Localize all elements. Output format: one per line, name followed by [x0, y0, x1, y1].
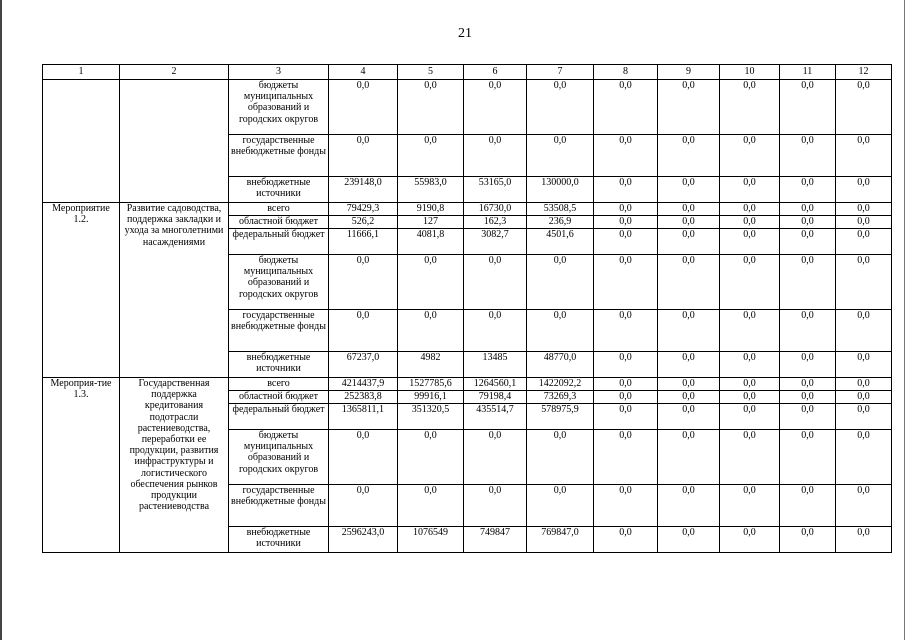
value-cell: 0,0 — [329, 485, 398, 527]
value-cell: 0,0 — [658, 404, 720, 430]
value-cell: 0,0 — [527, 80, 594, 135]
value-cell: 0,0 — [658, 310, 720, 352]
value-cell: 0,0 — [594, 527, 658, 553]
value-cell: 0,0 — [658, 177, 720, 203]
value-cell: 435514,7 — [464, 404, 527, 430]
value-cell: 4501,6 — [527, 229, 594, 255]
value-cell: 0,0 — [780, 485, 836, 527]
funding-source-cell: областной бюджет — [229, 391, 329, 404]
column-number: 11 — [780, 65, 836, 80]
value-cell: 0,0 — [780, 80, 836, 135]
value-cell: 0,0 — [720, 216, 780, 229]
value-cell: 0,0 — [720, 352, 780, 378]
value-cell: 0,0 — [464, 485, 527, 527]
funding-source-cell: всего — [229, 378, 329, 391]
column-number: 6 — [464, 65, 527, 80]
value-cell: 0,0 — [329, 430, 398, 485]
value-cell: 0,0 — [594, 255, 658, 310]
value-cell: 526,2 — [329, 216, 398, 229]
value-cell: 0,0 — [398, 255, 464, 310]
funding-source-cell: бюджеты муниципальных образований и городских округов — [229, 80, 329, 135]
value-cell: 0,0 — [720, 378, 780, 391]
value-cell: 0,0 — [780, 378, 836, 391]
value-cell: 0,0 — [836, 378, 892, 391]
value-cell: 0,0 — [527, 485, 594, 527]
funding-source-cell: государственные внебюджетные фонды — [229, 310, 329, 352]
value-cell: 0,0 — [720, 310, 780, 352]
value-cell: 73269,3 — [527, 391, 594, 404]
value-cell: 0,0 — [594, 378, 658, 391]
value-cell: 4214437,9 — [329, 378, 398, 391]
funding-source-cell: бюджеты муниципальных образований и городских округов — [229, 255, 329, 310]
value-cell: 0,0 — [594, 203, 658, 216]
value-cell: 130000,0 — [527, 177, 594, 203]
value-cell: 0,0 — [658, 378, 720, 391]
value-cell: 0,0 — [594, 352, 658, 378]
value-cell: 0,0 — [527, 255, 594, 310]
value-cell: 0,0 — [780, 135, 836, 177]
table-row — [43, 203, 892, 216]
value-cell: 0,0 — [720, 80, 780, 135]
value-cell: 0,0 — [780, 177, 836, 203]
column-number: 5 — [398, 65, 464, 80]
value-cell: 0,0 — [836, 485, 892, 527]
value-cell: 0,0 — [836, 135, 892, 177]
value-cell: 0,0 — [720, 430, 780, 485]
value-cell: 0,0 — [658, 352, 720, 378]
value-cell: 0,0 — [398, 135, 464, 177]
value-cell: 53165,0 — [464, 177, 527, 203]
value-cell: 0,0 — [720, 527, 780, 553]
value-cell: 0,0 — [594, 80, 658, 135]
value-cell: 0,0 — [720, 404, 780, 430]
value-cell: 578975,9 — [527, 404, 594, 430]
event-number-cell: Мероприя-тие 1.3. — [43, 378, 120, 553]
scan-edge-left — [0, 0, 2, 640]
column-number: 7 — [527, 65, 594, 80]
value-cell: 252383,8 — [329, 391, 398, 404]
value-cell: 1365811,1 — [329, 404, 398, 430]
value-cell: 0,0 — [658, 80, 720, 135]
value-cell: 127 — [398, 216, 464, 229]
value-cell: 769847,0 — [527, 527, 594, 553]
funding-source-cell: областной бюджет — [229, 216, 329, 229]
budget-table — [42, 64, 892, 553]
value-cell: 0,0 — [594, 310, 658, 352]
value-cell: 0,0 — [780, 527, 836, 553]
event-name-cell: Развитие садоводства, поддержка закладки и ухода за многолетними насаждениями — [120, 203, 229, 378]
value-cell: 0,0 — [594, 229, 658, 255]
column-number: 10 — [720, 65, 780, 80]
value-cell: 1076549 — [398, 527, 464, 553]
column-number: 12 — [836, 65, 892, 80]
funding-source-cell: внебюджетные источники — [229, 177, 329, 203]
value-cell: 0,0 — [658, 430, 720, 485]
value-cell: 0,0 — [836, 310, 892, 352]
value-cell: 48770,0 — [527, 352, 594, 378]
value-cell: 4982 — [398, 352, 464, 378]
value-cell: 67237,0 — [329, 352, 398, 378]
value-cell: 0,0 — [329, 310, 398, 352]
value-cell: 1422092,2 — [527, 378, 594, 391]
value-cell: 0,0 — [720, 177, 780, 203]
value-cell: 79429,3 — [329, 203, 398, 216]
value-cell: 2596243,0 — [329, 527, 398, 553]
value-cell: 0,0 — [329, 135, 398, 177]
column-number-row — [43, 65, 892, 80]
value-cell: 0,0 — [658, 527, 720, 553]
value-cell: 0,0 — [836, 404, 892, 430]
value-cell: 16730,0 — [464, 203, 527, 216]
value-cell: 0,0 — [594, 391, 658, 404]
value-cell: 0,0 — [329, 80, 398, 135]
value-cell: 0,0 — [594, 177, 658, 203]
column-number: 4 — [329, 65, 398, 80]
funding-source-cell: внебюджетные источники — [229, 527, 329, 553]
value-cell: 0,0 — [658, 203, 720, 216]
value-cell: 0,0 — [836, 430, 892, 485]
funding-source-cell: государственные внебюджетные фонды — [229, 485, 329, 527]
event-name-cell: Государственная поддержка кредитования подотрасли растениеводства, переработки ее продукции, развития инфраструктуры и логистического обеспечения рынков продукции растениеводства — [120, 378, 229, 553]
value-cell: 0,0 — [720, 229, 780, 255]
funding-source-cell: всего — [229, 203, 329, 216]
value-cell: 0,0 — [836, 527, 892, 553]
value-cell: 0,0 — [398, 310, 464, 352]
value-cell: 0,0 — [720, 203, 780, 216]
column-number: 2 — [120, 65, 229, 80]
page-number: 21 — [458, 26, 472, 41]
column-number: 9 — [658, 65, 720, 80]
value-cell: 239148,0 — [329, 177, 398, 203]
column-number: 8 — [594, 65, 658, 80]
value-cell: 0,0 — [780, 430, 836, 485]
value-cell: 0,0 — [658, 135, 720, 177]
value-cell: 0,0 — [658, 255, 720, 310]
event-cell — [43, 80, 120, 203]
value-cell: 0,0 — [780, 391, 836, 404]
value-cell: 0,0 — [594, 485, 658, 527]
value-cell: 0,0 — [836, 352, 892, 378]
value-cell: 0,0 — [780, 216, 836, 229]
value-cell: 0,0 — [594, 216, 658, 229]
value-cell: 0,0 — [780, 229, 836, 255]
value-cell: 0,0 — [720, 391, 780, 404]
value-cell: 79198,4 — [464, 391, 527, 404]
value-cell: 1527785,6 — [398, 378, 464, 391]
value-cell: 0,0 — [720, 255, 780, 310]
value-cell: 0,0 — [836, 229, 892, 255]
value-cell: 13485 — [464, 352, 527, 378]
value-cell: 236,9 — [527, 216, 594, 229]
value-cell: 4081,8 — [398, 229, 464, 255]
value-cell: 0,0 — [464, 80, 527, 135]
value-cell: 0,0 — [780, 404, 836, 430]
value-cell: 0,0 — [780, 310, 836, 352]
value-cell: 9190,8 — [398, 203, 464, 216]
value-cell: 0,0 — [720, 485, 780, 527]
column-number: 3 — [229, 65, 329, 80]
value-cell: 3082,7 — [464, 229, 527, 255]
value-cell: 0,0 — [464, 430, 527, 485]
column-number: 1 — [43, 65, 120, 80]
value-cell: 0,0 — [329, 255, 398, 310]
value-cell: 0,0 — [527, 430, 594, 485]
value-cell: 0,0 — [527, 310, 594, 352]
value-cell: 53508,5 — [527, 203, 594, 216]
event-number-cell: Мероприятие 1.2. — [43, 203, 120, 378]
value-cell: 0,0 — [398, 485, 464, 527]
value-cell: 0,0 — [594, 404, 658, 430]
value-cell: 0,0 — [464, 255, 527, 310]
value-cell: 55983,0 — [398, 177, 464, 203]
value-cell: 0,0 — [836, 177, 892, 203]
event-name-cell — [120, 80, 229, 203]
value-cell: 0,0 — [836, 391, 892, 404]
value-cell: 0,0 — [780, 352, 836, 378]
value-cell: 0,0 — [658, 391, 720, 404]
value-cell: 0,0 — [720, 135, 780, 177]
funding-source-cell: внебюджетные источники — [229, 352, 329, 378]
value-cell: 0,0 — [464, 310, 527, 352]
funding-source-cell: федеральный бюджет — [229, 229, 329, 255]
value-cell: 0,0 — [464, 135, 527, 177]
table-row — [43, 80, 892, 135]
value-cell: 99916,1 — [398, 391, 464, 404]
value-cell: 351320,5 — [398, 404, 464, 430]
value-cell: 0,0 — [658, 229, 720, 255]
value-cell: 0,0 — [780, 255, 836, 310]
value-cell: 0,0 — [594, 135, 658, 177]
funding-source-cell: федеральный бюджет — [229, 404, 329, 430]
value-cell: 0,0 — [836, 255, 892, 310]
funding-source-cell: государственные внебюджетные фонды — [229, 135, 329, 177]
value-cell: 11666,1 — [329, 229, 398, 255]
value-cell: 0,0 — [836, 203, 892, 216]
value-cell: 0,0 — [658, 485, 720, 527]
value-cell: 1264560,1 — [464, 378, 527, 391]
funding-source-cell: бюджеты муниципальных образований и городских округов — [229, 430, 329, 485]
value-cell: 0,0 — [780, 203, 836, 216]
table-row — [43, 378, 892, 391]
value-cell: 162,3 — [464, 216, 527, 229]
value-cell: 0,0 — [594, 430, 658, 485]
value-cell: 749847 — [464, 527, 527, 553]
value-cell: 0,0 — [836, 80, 892, 135]
value-cell: 0,0 — [527, 135, 594, 177]
value-cell: 0,0 — [658, 216, 720, 229]
value-cell: 0,0 — [398, 80, 464, 135]
value-cell: 0,0 — [398, 430, 464, 485]
value-cell: 0,0 — [836, 216, 892, 229]
